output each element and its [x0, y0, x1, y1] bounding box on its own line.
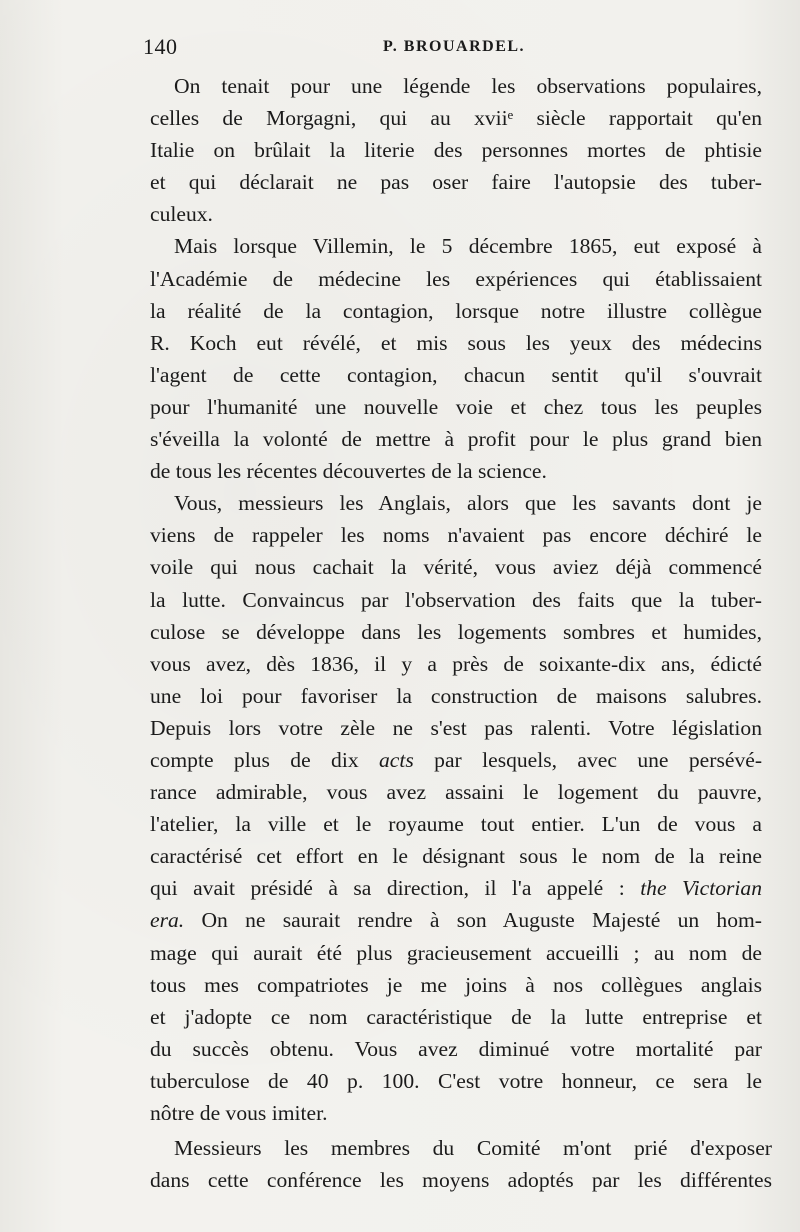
text-fragment: On ne saurait rendre à son Auguste Majesté un hom- — [201, 908, 762, 933]
text-line: viens de rappeler les noms n'avaient pas encore déchiré le — [150, 523, 762, 548]
text-line: caractérisé cet effort en le désignant sous le nom de la reine — [150, 844, 762, 869]
text-line: vous avez, dès 1836, il y a près de soixante-dix ans, édicté — [150, 651, 762, 676]
text-line: Italie on brûlait la literie des personnes mortes de phtisie — [150, 138, 762, 163]
running-head: P. BROUARDEL. — [383, 38, 526, 55]
text-line: culose se développe dans les logements sombres et humides, — [150, 619, 762, 644]
text-line: On tenait pour une légende les observations populaires, — [174, 74, 762, 98]
text-fragment: par lesquels, avec une persévé- — [434, 747, 763, 772]
text-line: celles de Morgagni, qui au xviiᵉ siècle rapportait qu'en — [150, 106, 762, 131]
text-line: rance admirable, vous avez assaini le logement du pauvre, — [150, 780, 762, 805]
text-line: la réalité de la contagion, lorsque notre illustre collègue — [150, 298, 762, 323]
text-fragment: compte plus de dix — [150, 747, 359, 772]
text-line: l'agent de cette contagion, chacun sentit qu'il s'ouvrait — [150, 362, 762, 387]
text-line: tuberculose de 40 p. 100. C'est votre honneur, ce sera le — [150, 1068, 762, 1093]
text-line: et j'adopte ce nom caractéristique de la lutte entreprise et — [150, 1004, 762, 1029]
text-line: dans cette conférence les moyens adoptés par les différentes — [150, 1168, 772, 1193]
text-line: culeux. — [150, 202, 213, 227]
text-line: nôtre de vous imiter. — [150, 1101, 328, 1125]
text-line: Mais lorsque Villemin, le 5 décembre 1865, eut exposé à — [174, 234, 762, 259]
paragraph-4-text — [150, 1132, 772, 1196]
text-line — [150, 872, 762, 904]
text-line: Messieurs les membres du Comité m'ont prié d'exposer — [174, 1136, 772, 1160]
text-line: et qui déclarait ne pas oser faire l'autopsie des tuber- — [150, 170, 762, 195]
body-text — [150, 70, 762, 1129]
text-line: s'éveilla la volonté de mettre à profit pour le plus grand bien — [150, 427, 762, 452]
text-line — [150, 744, 762, 776]
paragraph-1 — [150, 70, 762, 230]
text-line: voile qui nous cachait la vérité, vous aviez déjà commencé — [150, 555, 762, 580]
paragraph-4 — [150, 1132, 772, 1196]
text-line: Vous, messieurs les Anglais, alors que les savants dont je — [174, 491, 762, 516]
text-line: de tous les récentes découvertes de la science. — [150, 459, 547, 484]
text-line — [150, 904, 762, 936]
text-line: la lutte. Convaincus par l'observation des faits que la tuber- — [150, 587, 762, 612]
paragraph-3 — [150, 487, 762, 1129]
page-number: 140 — [143, 34, 178, 59]
italic-term: acts — [379, 747, 414, 772]
page-header — [143, 34, 755, 62]
text-line: l'atelier, la ville et le royaume tout entier. L'un de vous a — [150, 812, 762, 837]
text-line: une loi pour favoriser la construction de maisons salubres. — [150, 683, 762, 708]
text-fragment: qui avait présidé à sa direction, il l'a appelé : — [150, 876, 625, 901]
paragraph-2 — [150, 230, 762, 487]
text-line: l'Académie de médecine les expériences qui établissaient — [150, 266, 762, 291]
text-line: Depuis lors votre zèle ne s'est pas ralenti. Votre législation — [150, 715, 762, 740]
text-line: du succès obtenu. Vous avez diminué votre mortalité par — [150, 1036, 762, 1061]
text-line: mage qui aurait été plus gracieusement accueilli ; au nom de — [150, 940, 762, 965]
italic-term: era. — [150, 908, 185, 933]
italic-term: the Victorian — [640, 876, 763, 901]
text-line: R. Koch eut révélé, et mis sous les yeux des médecins — [150, 330, 762, 355]
text-line: pour l'humanité une nouvelle voie et chez tous les peuples — [150, 394, 762, 419]
text-line: tous mes compatriotes je me joins à nos collègues anglais — [150, 972, 762, 997]
